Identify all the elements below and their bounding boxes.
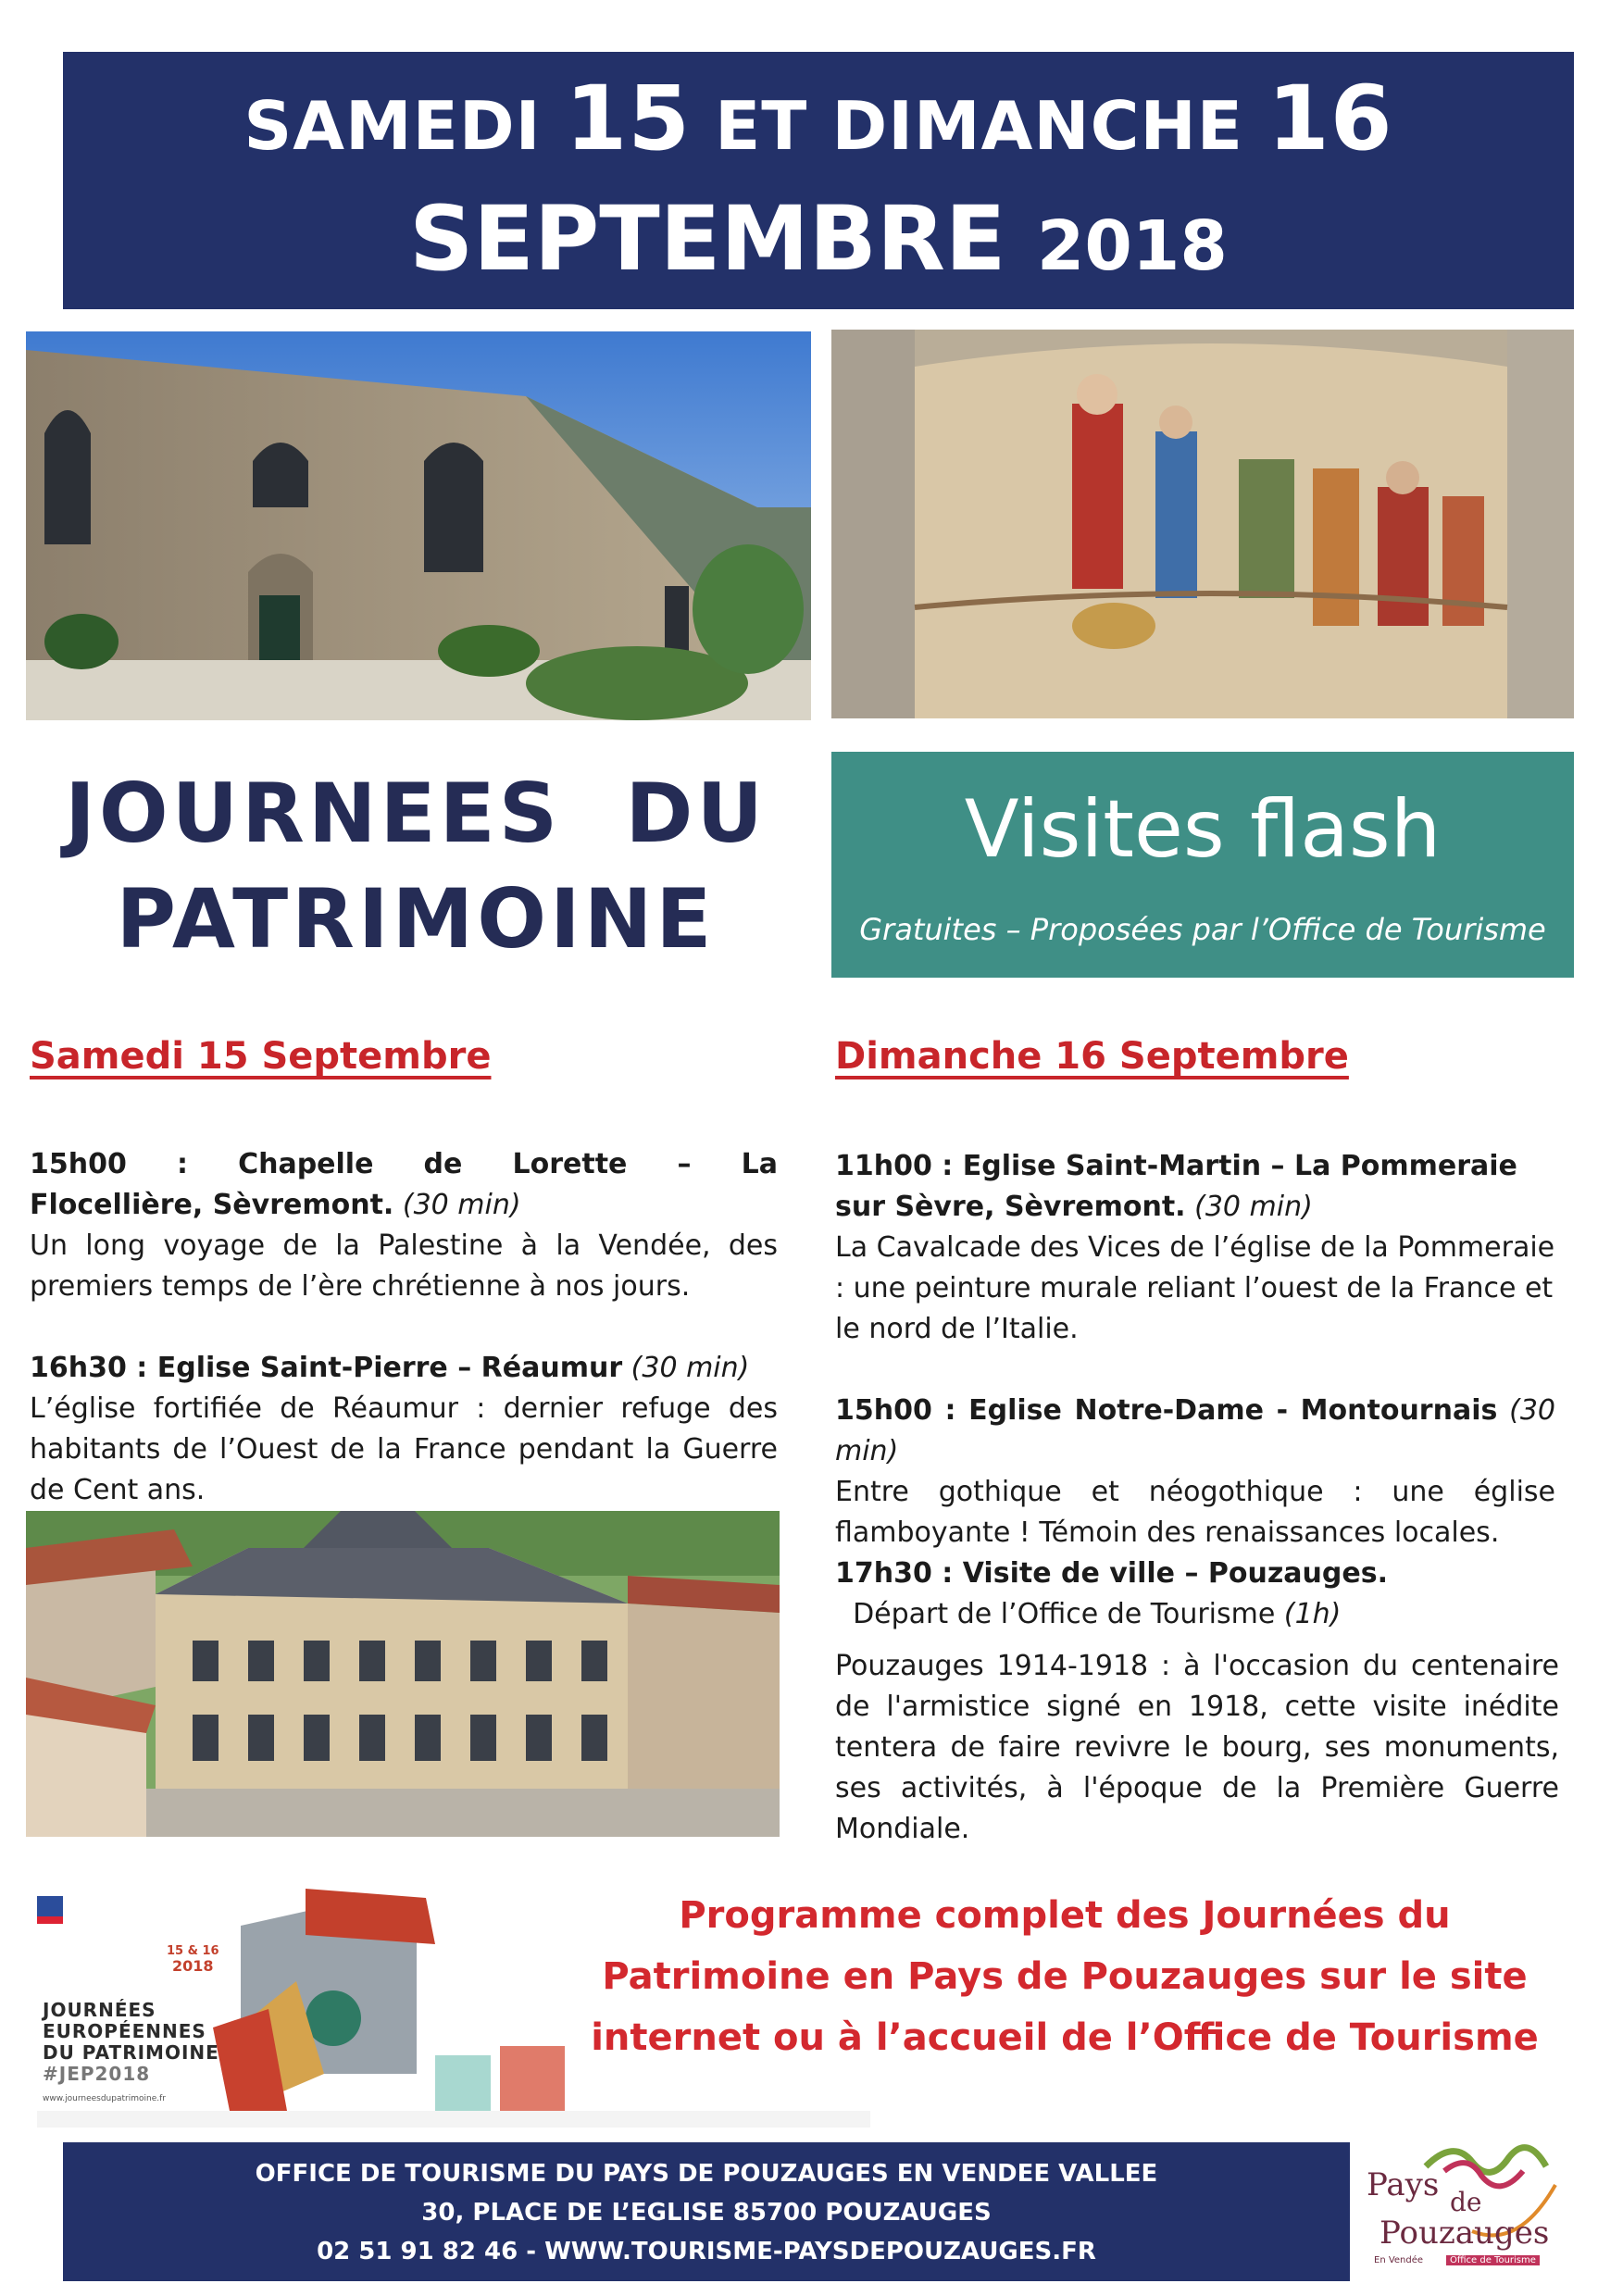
title-line-2: PATRIMOINE [116,871,716,967]
logo-tag-vendee: En Vendée [1374,2255,1424,2265]
programme-cta [556,1885,1574,2068]
event-time-place: 17h30 : Visite de ville – Pouzauges. [835,1557,1388,1590]
page-title [31,761,800,972]
cta-line-2: Patrimoine en Pays de Pouzauges sur le site [602,1955,1528,1998]
event-duration: (30 min) [835,1394,1555,1467]
event-time-place: 11h00 : Eglise Saint-Martin – La Pommeraie sur Sèvre, Sèvremont. [835,1150,1517,1223]
event-duration: (30 min) [402,1189,521,1221]
cta-line-3: internet ou à l’accueil de l’Office de Tourisme [591,2016,1539,2059]
jep-year: 2018 [172,1957,214,1975]
visites-flash-box [831,752,1574,978]
sunday-event-2 [835,1391,1565,1554]
flash-subtitle: Gratuites – Proposées par l’Office de Tourisme [859,912,1546,947]
jep-dates [167,1944,219,1974]
saturday-heading: Samedi 15 Septembre [30,1035,492,1078]
flash-title: Visites flash [964,783,1442,876]
event-extra: Départ de l’Office de Tourisme [835,1598,1276,1630]
logo-tag-office: Office de Tourisme [1446,2255,1540,2265]
saturday-event-2 [30,1348,778,1511]
title-line-1: JOURNEES DU [65,766,767,861]
banner-samedi: SAMEDI [243,87,566,165]
event-description: Entre gothique et néogothique : une église flamboyante ! Témoin des renaissances locales. [835,1476,1565,1549]
banner-line-2 [63,183,1574,302]
footer-office-name: OFFICE DE TOURISME DU PAYS DE POUZAUGES EN VENDEE VALLEE [255,2160,1158,2188]
jep-line-1: JOURNÉES [43,1999,156,2021]
footer-phone-website: 02 51 91 82 46 - WWW.TOURISME-PAYSDEPOUZAUGES.FR [317,2238,1096,2265]
event-description: Un long voyage de la Palestine à la Vendée, des premiers temps de l’ère chrétienne à nos jours. [30,1229,778,1303]
photo-pouzauges-mairie [26,1511,780,1837]
logo-de: de [1450,2187,1482,2217]
footer-contact [63,2142,1350,2281]
photo-fresque-pommeraie [831,330,1574,718]
event-duration: (30 min) [1194,1191,1313,1223]
logo-pouzauges: Pouzauges [1380,2215,1550,2252]
event-time-place: 16h30 : Eglise Saint-Pierre – Réaumur [30,1352,623,1384]
sunday-heading: Dimanche 16 Septembre [835,1035,1349,1078]
footer-address: 30, PLACE DE L’EGLISE 85700 POUZAUGES [421,2199,992,2227]
event-description: Pouzauges 1914-1918 : à l'occasion du centenaire de l'armistice signé en 1918, cette visite inédite tentera de faire revivre le bourg, ses monuments, ses activités, à l'époque de la Première Guerre Mondiale. [835,1650,1559,1845]
event-duration: (30 min) [630,1352,750,1384]
logo-pays: Pays [1367,2166,1440,2203]
saturday-event-1 [30,1144,797,1307]
cta-line-1: Programme complet des Journées du [679,1894,1451,1937]
jep-site: www.journeesdupatrimoine.fr [43,2094,166,2103]
banner-month: SEPTEMBRE [409,187,1037,291]
sunday-event-1 [835,1146,1559,1350]
event-duration: (1h) [1283,1598,1342,1630]
banner-day-15: 15 [565,67,692,170]
sunday-event-3 [835,1554,1559,1850]
banner-line-1 [63,67,1574,170]
event-description: La Cavalcade des Vices de l’église de la Pommeraie : une peinture murale reliant l’ouest de la France et le nord de l’Italie. [835,1231,1555,1345]
date-banner [63,52,1574,309]
jep-text-block [43,2000,219,2085]
banner-day-16: 16 [1267,67,1393,170]
jep-dates-text: 15 & 16 [167,1944,219,1958]
event-description: L’église fortifiée de Réaumur : dernier refuge des habitants de l’Ouest de la France pendant la Guerre de Cent ans. [30,1392,778,1506]
jep-line-2: EUROPÉENNES [43,2020,206,2042]
photo-chapelle-de-lorette [26,331,811,720]
pays-de-pouzauges-logo [1361,2129,1574,2287]
jep-hashtag: #JEP2018 [43,2063,151,2085]
event-time-place: 15h00 : Eglise Notre-Dame - Montournais [835,1394,1498,1427]
jep-line-3: DU PATRIMOINE [43,2041,219,2064]
banner-year: 2018 [1036,206,1228,286]
event-time-place: 15h00 : Chapelle de Lorette – La Flocellière, Sèvremont. [30,1148,797,1221]
banner-et-dimanche: ET DIMANCHE [691,87,1267,165]
